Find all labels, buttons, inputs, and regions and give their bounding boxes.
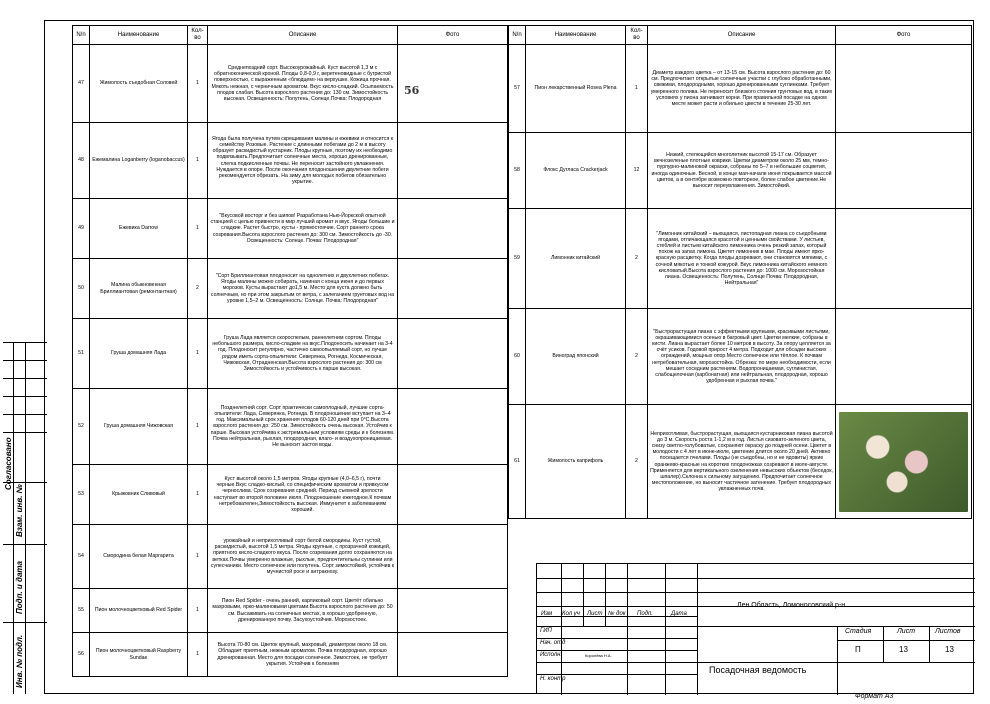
plant-description: "Сорт Бриллиантовая плодоносит на однолетних и двухлетних побегах. Ягоды малины можно собирать, начиная с конца июня и до первых морозов. Кусты вырастают до1,5 м. Место для куста должно быть солнечным, но при этом закрытым от ветра, с залеганием грунтовых вод на уровне 1,5–2 м. Освещенность: Солнце. Почва: Плодородная" (208, 259, 398, 319)
col-desc: Описание (648, 26, 836, 45)
plant-description: "Быстрорастущая лиана с эффектными крупными, красивыми листьями, окрашивающимися осенью в багровый цвет. Цветки мелкие, собраны в кисти. Лиана вырастает более 10 метров в высоту. За опору цепляется за счёт усиков. Годовой прирост 4 метра. Подходит для обсадки высоких ограждений, мощных опор.Место солнечное или тёплое. К почвам нетребовательная, морозостойка. Обрезка: по мере необходимости, если мешает соседним растениям. Водопроницаемая, суглинистая, слабощелочная (карбонатная) или нейтральная, плодородная, хорошо удобренная и рыхлая почва." (648, 309, 836, 405)
stamp-col-date: Дата (671, 611, 687, 617)
col-name: Наименование (526, 26, 626, 45)
stamp-col-sign: Подп. (637, 611, 653, 617)
row-number: 52 (73, 389, 90, 465)
plant-name: Жимолость каприфоль (526, 405, 626, 519)
stamp-col-sheet: Лист (587, 611, 603, 617)
plant-quantity: 1 (188, 45, 208, 123)
plant-quantity: 1 (188, 633, 208, 677)
table-header (509, 26, 972, 45)
plant-description: Груша Лада является скороспелым, раннелетним сортом. Плоды небольшого размера, кисло-сладкие на вкус.Плодоносить начинает на 3-4 год. Плодоносит регулярно, частично самоопыляемый сорт, но лучше рядом иметь сорта-опылители: Северянка, Рогнеда, Космическая, Чижовская, Отрадненская.Высота взрослого растения до: 300 см Зимостойкость и устойчивость к парше высокая. (208, 319, 398, 389)
plant-photo (398, 123, 508, 199)
row-number: 51 (73, 319, 90, 389)
table-row (73, 525, 508, 589)
row-number: 57 (509, 45, 526, 133)
table-row (509, 45, 972, 133)
table-row (73, 319, 508, 389)
plant-description: Ягода была получена путем скрещивания малины и ежевики и относится к семейству Розовые. Растение с длинными побегами до 2 м в высоту образует раскидистый кустарник. Плоды крупные, поэтому их необходимо подвязывать.Предпочитает солнечные места, хорошо дренированные, слегка подкисленные почвы. Не переносит застойного увлажнения. Нуждается в опоре. После окончания плодоношения двулетние побеги рекомендуется обрезать. На зиму для молодых побегов обязательно укрытие. (208, 123, 398, 199)
plant-name: Ежемалина Loganberry (loganobaccus) (90, 123, 188, 199)
table-row (73, 589, 508, 633)
plant-description: Высота 70-80 см. Цветок крупный, махровый, диаметром около 18 см. Обладает приятным, нежным ароматом. Почва плодородная, хорошо дренированная. Место для посадки солнечное. Зимостоек, не требует укрытия. Устойчив к болезням (208, 633, 398, 677)
plant-name: Груша домашняя Чижовская (90, 389, 188, 465)
plant-description: Пион Red Spider - очень ранний, карликовый сорт. Цветёт обильно махровыми, ярко-малиновыми цветами.Высота взрослого растения до: 50 см. Высаживать на солнечных местах, в хорошо удобренную, дренированную почву. Засухоустойчив. Морозостоек. (208, 589, 398, 633)
stamp-sheets-label: Листов (935, 628, 961, 635)
table-row (73, 123, 508, 199)
row-number: 53 (73, 465, 90, 525)
table-row (509, 209, 972, 309)
table-row (73, 465, 508, 525)
plant-name: Смородина белая Маргарита (90, 525, 188, 589)
plant-quantity: 2 (626, 309, 648, 405)
stamp-role-control: Н. контр (540, 676, 566, 682)
stamp-title: Посадочная ведомость (709, 665, 807, 675)
stamp-sheet: 13 (899, 645, 908, 654)
plant-photo (398, 525, 508, 589)
stamp-col-doc: № док (608, 611, 626, 617)
stamp-col-count: Кол уч (562, 611, 580, 617)
plant-description: Диаметр каждого цветка – от 13-15 см. Высота взрослого растения до: 60 см. Предпочитает открытые солнечные участки с глубоко обработанными, свежими, плодородными, хорошо дренированными суглинками. Требует умеренного полива. Не переносит близкого стояния грунтовых вод, в таких условиях у пиона загнивают корни. При правильной посадке на одном месте может расти и обильно цвести в течение 25-30 лет. (648, 45, 836, 133)
strip-replace-inv: Взам. инв. № (15, 484, 24, 537)
row-number: 54 (73, 525, 90, 589)
stamp-sheet-label: Лист (897, 628, 916, 635)
stamp-col-change: Изм (541, 611, 553, 617)
col-photo: Фото (836, 26, 972, 45)
plant-quantity: 2 (188, 259, 208, 319)
col-photo: Фото (398, 26, 508, 45)
plant-quantity: 12 (626, 133, 648, 209)
plant-name: Малина обыкновенная Бриллиантовая (ремонтантная) (90, 259, 188, 319)
table-row (509, 309, 972, 405)
plant-quantity: 2 (626, 405, 648, 519)
plant-description: Среднепоздний сорт. Высокоурожайный. Куст высотой 1,3 м с обратноконической кроной. Плоды 0,8-0,9 г, веретеновидные с бугристой поверхностью, с выраженным «блюдцем» на верхушке. Кожица прочная. Мякоть нежная, с черничным ароматом. Вкус кисло-сладкий. Осыпаемость плодов слабая. Высота взрослого растения до: 130 см. Зимостойкость высокая. Освещенность: Полутень, Солнце.Почва: Плодородная (208, 45, 398, 123)
stamp-stage: П (855, 645, 861, 654)
stamp-location: Лен.Область, Ломоносовский р-н. (737, 602, 848, 609)
col-qty: Кол-во (626, 26, 648, 45)
row-number: 58 (509, 133, 526, 209)
stamp-executor: Королёва Н.А. (585, 653, 612, 658)
col-num: N/n (509, 26, 526, 45)
stamp-role-gip: ГИП (540, 628, 552, 634)
table-row (73, 45, 508, 123)
plant-description: Позднелетний сорт. Сорт практически самоплодный, лучшие сорта-опылители: Лада, Северянка, Рогнеда. В плодоношение вступает на 3–4 год. Максимальный срок хранения плодов 60-120 дней при 0°C.Высота взрослого растения до: 250 см. Зимостойкость очень высокая. Устойчив к парше. Высокая устойчива к экстремальным условиям среды и к болезням. Почва нейтральная, рыхлая, плодородная, влаго- и воздухопроницаемая. Не выносит застоя воды. (208, 389, 398, 465)
row-number: 47 (73, 45, 90, 123)
plant-name: Виноград японский (526, 309, 626, 405)
plant-photo (398, 465, 508, 525)
stamp-sheets: 13 (945, 645, 954, 654)
plant-name: Пион молочноцветковый Raspberry Sundae (90, 633, 188, 677)
table-row (509, 133, 972, 209)
plant-photo (398, 259, 508, 319)
plant-name: Лимонник китайский (526, 209, 626, 309)
col-qty: Кол-во (188, 26, 208, 45)
col-name: Наименование (90, 26, 188, 45)
plant-description: Неприхотливая, быстрорастущая, вьющаяся кустарниковая лиана высотой до 3 м. Скорость роста 1-1,2 м в год. Листья сизовато-зеленого цвета, снизу светло-голубоватые, сохраняют окраску до поздней осени. Цветет в молодости с 4 лет в июне-июле, цветение длится около 20 дней. Активно посещается пчелами. Плоды (не съедобны, но и не ядовиты) яркие оранжево-красные на коротких плодоножках созревают в июле-августе. Применяется для вертикального озеленения невысоких объектов (беседок, шпалер).Склонна к сильному загущению. Предпочитает солнечное местоположение, но выносит частичное затенение. Требует плодородных увлажненных почв. (648, 405, 836, 519)
left-strip (3, 342, 47, 694)
sheet-format: Формат А3 (855, 693, 894, 700)
plant-photo (398, 319, 508, 389)
plant-quantity: 1 (188, 465, 208, 525)
row-number: 49 (73, 199, 90, 259)
strip-agreed: Согласовано (4, 437, 13, 490)
table-row (73, 389, 508, 465)
title-block (536, 563, 974, 694)
plant-photo (836, 45, 972, 133)
row-number: 50 (73, 259, 90, 319)
row-number: 55 (73, 589, 90, 633)
plant-quantity: 1 (188, 123, 208, 199)
plant-photo (398, 389, 508, 465)
plant-photo (836, 133, 972, 209)
stamp-role-head: Нач. отд (540, 640, 566, 646)
plant-photo (398, 199, 508, 259)
row-number: 48 (73, 123, 90, 199)
row-number: 56 (73, 633, 90, 677)
col-num: N/n (73, 26, 90, 45)
stamp-stage-label: Стадия (845, 628, 872, 635)
plant-name: Флокс Дугласа Crackerjack (526, 133, 626, 209)
plant-description: "Вкусовой восторг и без шипов! Разработана Нью-Йоркской опытной станцией с целью привнести в мир лучший аромат и вкус. Ягоды большие и сладкие. Растет быстро, кусты - прямостоячие. Сорт раннего срока созревания.Высота взрослого растения до: 300 см. Зимостойкость до -30. Освещенность: Солнце. Почва: Плодородная" (208, 199, 398, 259)
plant-name: Пион лекарственный Rosea Plena (526, 45, 626, 133)
plant-photo (398, 589, 508, 633)
table-header (73, 26, 508, 45)
row-number: 60 (509, 309, 526, 405)
plant-quantity: 1 (188, 589, 208, 633)
plant-name: Груша домашняя Лада (90, 319, 188, 389)
plant-quantity: 1 (188, 389, 208, 465)
plant-description: Куст высотой около 1,5 метров. Ягоды крупные (4,0–6,5 г), почти черные.Вкус сладко-кислый, со специфическим ароматом и привкусом чернослива. Срок созревания средний. Период съемной зрелости наступает во второй половине июля. Плодоношение ежегодное.К почвам нетребователен,Зимостойкость высокая. Иммунитет к заболеваниям хороший. (208, 465, 398, 525)
plant-quantity: 2 (626, 209, 648, 309)
plant-description: "Лимонник китайский – вьющаяся, листопадная лиана со съедобными ягодами, отличающаяся красотой и ценными свойствами. У листьев, стеблей и листьев китайского лимонника очень резкий запах, который похож на запах лимона. Цветет лимонник в мае. Плоды имеют ярко-красную расцветку. Когда плоды дозревают, они становятся мягкими, с сочной мякотью и тонкой кожурой. Вкус лимонника китайского немного кисловатый.Высота взрослого растения до: 1000 см. Морозостойкая лиана. Освещенность: Полутень, Солнце Почва: Плодородная, Нейтральная" (648, 209, 836, 309)
plant-name: Жимолость съедобная Соловей (90, 45, 188, 123)
plant-photo (836, 309, 972, 405)
photo-label: 56 (404, 83, 420, 97)
plant-name: Пион молочноцветковый Red Spider (90, 589, 188, 633)
strip-inv-orig: Инв. № подл. (15, 634, 24, 688)
table-row (73, 199, 508, 259)
row-number: 59 (509, 209, 526, 309)
plant-name: Ежевика Darrow (90, 199, 188, 259)
stamp-role-exec: Исполн. (540, 652, 563, 658)
plant-photo (398, 45, 508, 123)
plant-table-left (72, 25, 508, 677)
plant-quantity: 1 (188, 525, 208, 589)
plant-table-right (508, 25, 972, 519)
table-row (73, 259, 508, 319)
table-row (509, 405, 972, 519)
plant-quantity: 1 (626, 45, 648, 133)
plant-photo (398, 633, 508, 677)
col-desc: Описание (208, 26, 398, 45)
plant-quantity: 1 (188, 319, 208, 389)
plant-description: урожайный и неприхотливый сорт белой смородины. Куст густой, раскидистый, высотой 1,5 метра. Ягоды крупные, с прозрачной кожицей, приятного кисло-сладкого вкуса. После созревания долго сохраняются на ветках.Почвы умеренно влажные, рыхлые, предпочтительны суглинки или супесчаники. Место солнечное или полутень. Сорт зимостойкий, устойчив к мучнистой росе и антракнозу. (208, 525, 398, 589)
plant-photo (836, 405, 972, 519)
plant-photo (836, 209, 972, 309)
plant-description: Низкий, стелющийся многолетник высотой 15-17 см. Образует вечнозеленые плотные коврики. Цветки диаметром около 25 мм, темно-пурпурно-малиновой окраски, собраны по 5–7 в небольшие соцветия, иногда одиночные. Весной, в конце мая-начале июня покрывается массой цветов, а в сентябре возможно повторное, более слабое цветение.Не выносит переувлажнения. Зимостойкий. (648, 133, 836, 209)
table-row (73, 633, 508, 677)
strip-sign-date: Подп. и дата (15, 561, 24, 614)
row-number: 61 (509, 405, 526, 519)
plant-name: Крыжовник Сливовый (90, 465, 188, 525)
plant-quantity: 1 (188, 199, 208, 259)
